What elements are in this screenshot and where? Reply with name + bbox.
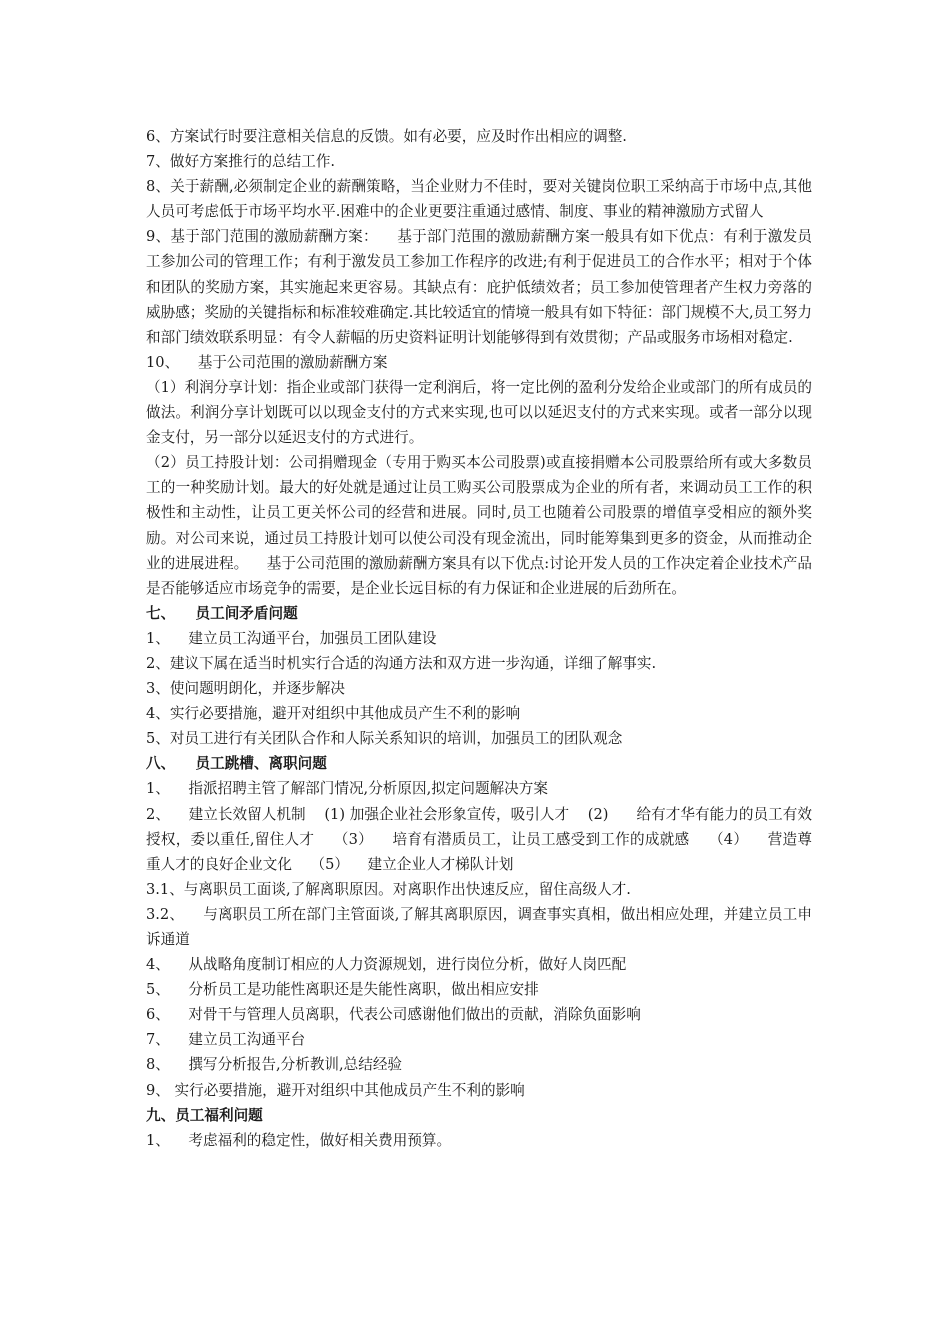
paragraph: 7、 建立员工沟通平台	[146, 1031, 306, 1049]
paragraph: 4、 从战略角度制订相应的人力资源规划，进行岗位分析，做好人岗匹配	[146, 956, 627, 974]
paragraph: 6、 对骨干与管理人员离职，代表公司感谢他们做出的贡献，消除负面影响	[146, 1006, 641, 1024]
paragraph: 9、基于部门范围的激励薪酬方案： 基于部门范围的激励薪酬方案一般具有如下优点：有利于激发员工参加公司的管理工作；有利于激发员工参加工作程序的改进;有利于促进员工的合作水平；相对于个体和团队的奖励方案，其实施起来更容易。其缺点有：庇护低绩效者；员工参加使管理者产生权力旁落的威胁感；奖励的关键指标和标准较难确定.其比较适宜的情境一般具有如下特征：部门规模不大,员工努力和部门绩效联系明显：有令人薪幅的历史资料证明计划能够得到有效贯彻；产品或服务市场相对稳定.	[146, 228, 813, 346]
paragraph: 2、 建立长效留人机制 (1) 加强企业社会形象宣传，吸引人才 (2) 给有才华有能力的员工有效授权，委以重任,留住人才 （3） 培育有潜质员工，让员工感受到工作的成就感 （4） 营造尊重人才的良好企业文化 （5） 建立企业人才梯队计划	[146, 805, 812, 873]
paragraph: 5、 分析员工是功能性离职还是失能性离职，做出相应安排	[146, 981, 539, 999]
document-page	[146, 124, 812, 1153]
paragraph: 3.2、 与离职员工所在部门主管面谈,了解其离职原因，调查事实真相，做出相应处理，并建立员工申诉通道	[146, 905, 812, 948]
paragraph: 2、建议下属在适当时机实行合适的沟通方法和双方进一步沟通，详细了解事实.	[146, 654, 657, 672]
paragraph: （2）员工持股计划：公司捐赠现金（专用于购买本公司股票)或直接捐赠本公司股票给所有或大多数员工的一种奖励计划。最大的好处就是通过让员工购买公司股票成为企业的所有者，来调动员工工作的积极性和主动性，让员工更关怀公司的经营和进展。同时,员工也随着公司股票的增值享受相应的额外奖励。对公司来说，通过员工持股计划可以使公司没有现金流出，同时能筹集到更多的资金，从而推动企业的进展进程。 基于公司范围的激励薪酬方案具有以下优点:讨论开发人员的工作决定着企业技术产品是否能够适应市场竞争的需要，是企业长远目标的有力保证和企业进展的后劲所在。	[146, 454, 812, 597]
paragraph: 1、 建立员工沟通平台，加强员工团队建设	[146, 629, 437, 647]
paragraph: 8、 撰写分析报告,分析教训,总结经验	[146, 1056, 403, 1074]
paragraph: 4、实行必要措施，避开对组织中其他成员产生不利的影响	[146, 705, 521, 723]
section-heading: 八、 员工跳槽、离职问题	[146, 755, 327, 773]
paragraph: 5、对员工进行有关团队合作和人际关系知识的培训，加强员工的团队观念	[146, 730, 623, 748]
paragraph: 8、关于薪酬,必须制定企业的薪酬策略，当企业财力不佳时，要对关键岗位职工采纳高于市场中点,其他人员可考虑低于市场平均水平.困难中的企业更要注重通过感情、制度、事业的精神激励方式留人	[146, 178, 812, 221]
paragraph: 6、方案试行时要注意相关信息的反馈。如有必要，应及时作出相应的调整.	[146, 128, 627, 145]
section-heading: 九、员工福利问题	[146, 1106, 263, 1124]
paragraph: （1）利润分享计划：指企业或部门获得一定利润后，将一定比例的盈利分发给企业或部门的所有成员的做法。利润分享计划既可以以现金支付的方式来实现,也可以以延迟支付的方式来实现。或者一部分以现金支付，另一部分以延迟支付的方式进行。	[146, 378, 813, 447]
paragraph: 7、做好方案推行的总结工作.	[146, 153, 336, 171]
paragraph: 10、 基于公司范围的激励薪酬方案	[146, 353, 388, 371]
paragraph: 3、使问题明朗化，并逐步解决	[146, 680, 346, 698]
paragraph: 9、 实行必要措施，避开对组织中其他成员产生不利的影响	[146, 1081, 525, 1099]
paragraph: 1、 指派招聘主管了解部门情况,分析原因,拟定问题解决方案	[146, 780, 548, 798]
paragraph: 1、 考虑福利的稳定性，做好相关费用预算。	[146, 1131, 452, 1149]
section-heading: 七、 员工间矛盾问题	[146, 604, 298, 622]
paragraph: 3.1、与离职员工面谈,了解离职原因。对离职作出快速反应，留住高级人才.	[146, 880, 631, 898]
